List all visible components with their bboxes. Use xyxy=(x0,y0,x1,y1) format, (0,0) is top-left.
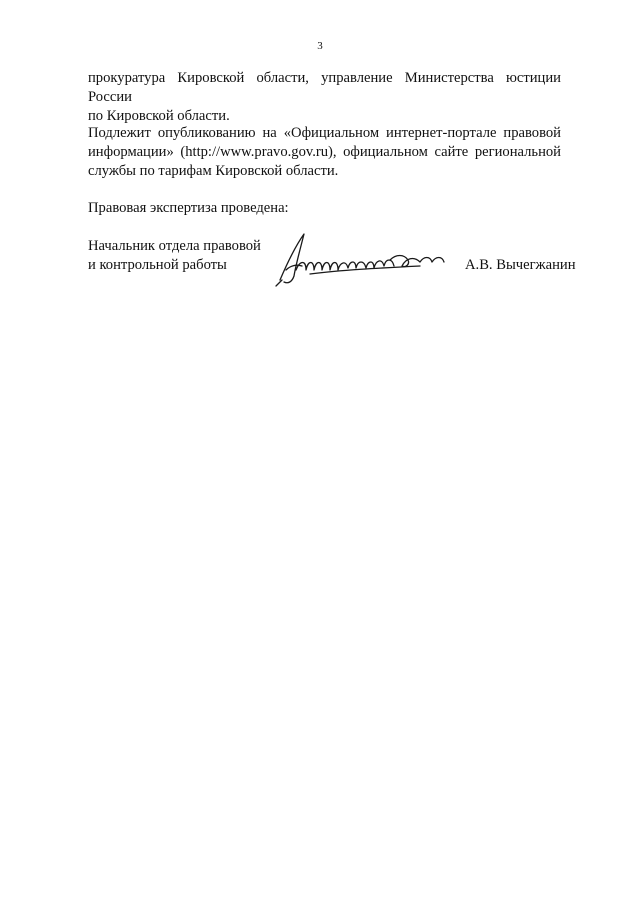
paragraph-publication xyxy=(88,124,561,181)
signatory-position xyxy=(88,237,261,275)
paragraph-legal-review: Правовая экспертиза проведена: xyxy=(88,200,289,216)
position-line: Начальник отдела правовой xyxy=(88,238,261,254)
paragraph-line: прокуратура Кировской области, управление Министерства юстиции России xyxy=(88,70,561,105)
paragraph-line: службы по тарифам Кировской области. xyxy=(88,163,339,179)
handwritten-signature xyxy=(270,230,455,290)
paragraph-line: информации» (http://www.pravo.gov.ru), официальном сайте региональной xyxy=(88,144,561,160)
signatory-name: А.В. Вычегжанин xyxy=(465,257,576,273)
paragraph-recipients xyxy=(88,69,561,126)
page-number: 3 xyxy=(317,40,323,52)
position-line: и контрольной работы xyxy=(88,257,227,273)
paragraph-line: по Кировской области. xyxy=(88,108,230,124)
paragraph-line: Подлежит опубликованию на «Официальном интернет-портале правовой xyxy=(88,125,561,141)
